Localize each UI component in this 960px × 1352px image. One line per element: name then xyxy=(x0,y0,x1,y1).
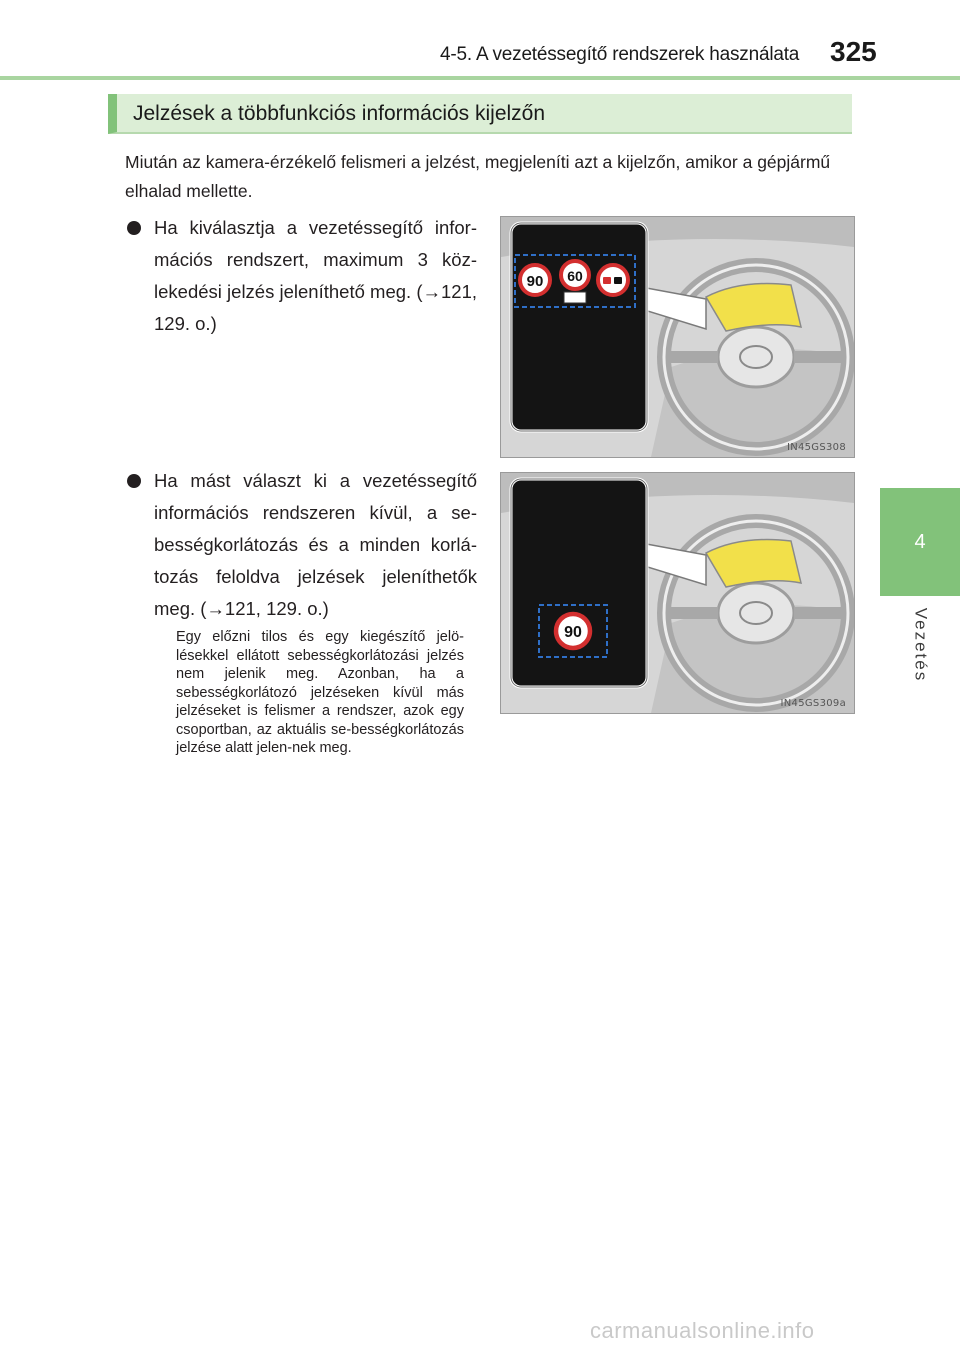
dashboard-illustration xyxy=(501,217,854,457)
watermark: carmanualsonline.info xyxy=(590,1318,815,1343)
page-number: 325 xyxy=(830,36,877,67)
bullet-note: Egy előzni tilos és egy kiegészítő jelö-lésekkel ellátott sebességkorlátozási jelzés nem jelenik meg. Azonban, ha a sebességkorlátozó jelzéseken kívül más jelzéseket is felismer a rendszer, azok egy csoportban, az aktuális se-bességkorlátozás jelzése alatt jelen-nek meg. xyxy=(176,629,464,756)
no-overtaking-sign xyxy=(598,265,628,295)
figure-code: IN45GS309a xyxy=(780,698,846,709)
speed-limit-sign xyxy=(556,614,590,648)
bullet-text: Ha mást választ ki a vezetéssegítő információs rendszeren kívül, a se-bességkorlátozás és a minden korlá-tozás feloldva jelzések jeleníthetők meg. (→121, 129. o.) xyxy=(154,470,477,619)
bullet-dot-icon xyxy=(127,474,141,488)
header-rule xyxy=(0,76,960,80)
chapter-side-label xyxy=(880,600,960,690)
sign-value: 60 xyxy=(567,268,583,284)
sign-value: 90 xyxy=(564,624,582,641)
info-display-panel xyxy=(511,479,647,687)
figure-dashboard-single-sign xyxy=(500,472,855,714)
figure-dashboard-three-signs xyxy=(500,216,855,458)
chapter-label: Vezetés xyxy=(911,607,930,683)
sign-value: 90 xyxy=(526,273,544,290)
section-heading: Jelzések a többfunkciós információs kijelzőn xyxy=(108,94,852,134)
bullet-item xyxy=(127,212,477,340)
chapter-number: 4 xyxy=(914,530,926,553)
dashboard-illustration xyxy=(501,473,854,713)
bullet-dot-icon xyxy=(127,221,141,235)
chapter-tab xyxy=(880,488,960,596)
figure-code: IN45GS308 xyxy=(786,442,846,453)
speed-limit-sign xyxy=(520,265,550,295)
bullet-text: Ha kiválasztja a vezetéssegítő infor-mációs rendszert, maximum 3 köz-lekedési jelzés jeleníthető meg. (→121, 129. o.) xyxy=(154,217,477,334)
speed-limit-sign xyxy=(561,261,589,303)
supplementary-plate-icon xyxy=(564,292,586,303)
page-header-title: 4-5. A vezetéssegítő rendszerek használata xyxy=(440,44,800,65)
intro-paragraph: Miután az kamera-érzékelő felismeri a jelzést, megjeleníti azt a kijelzőn, amikor a gépjármű elhalad mellette. xyxy=(125,152,831,201)
bullet-item xyxy=(127,465,477,625)
